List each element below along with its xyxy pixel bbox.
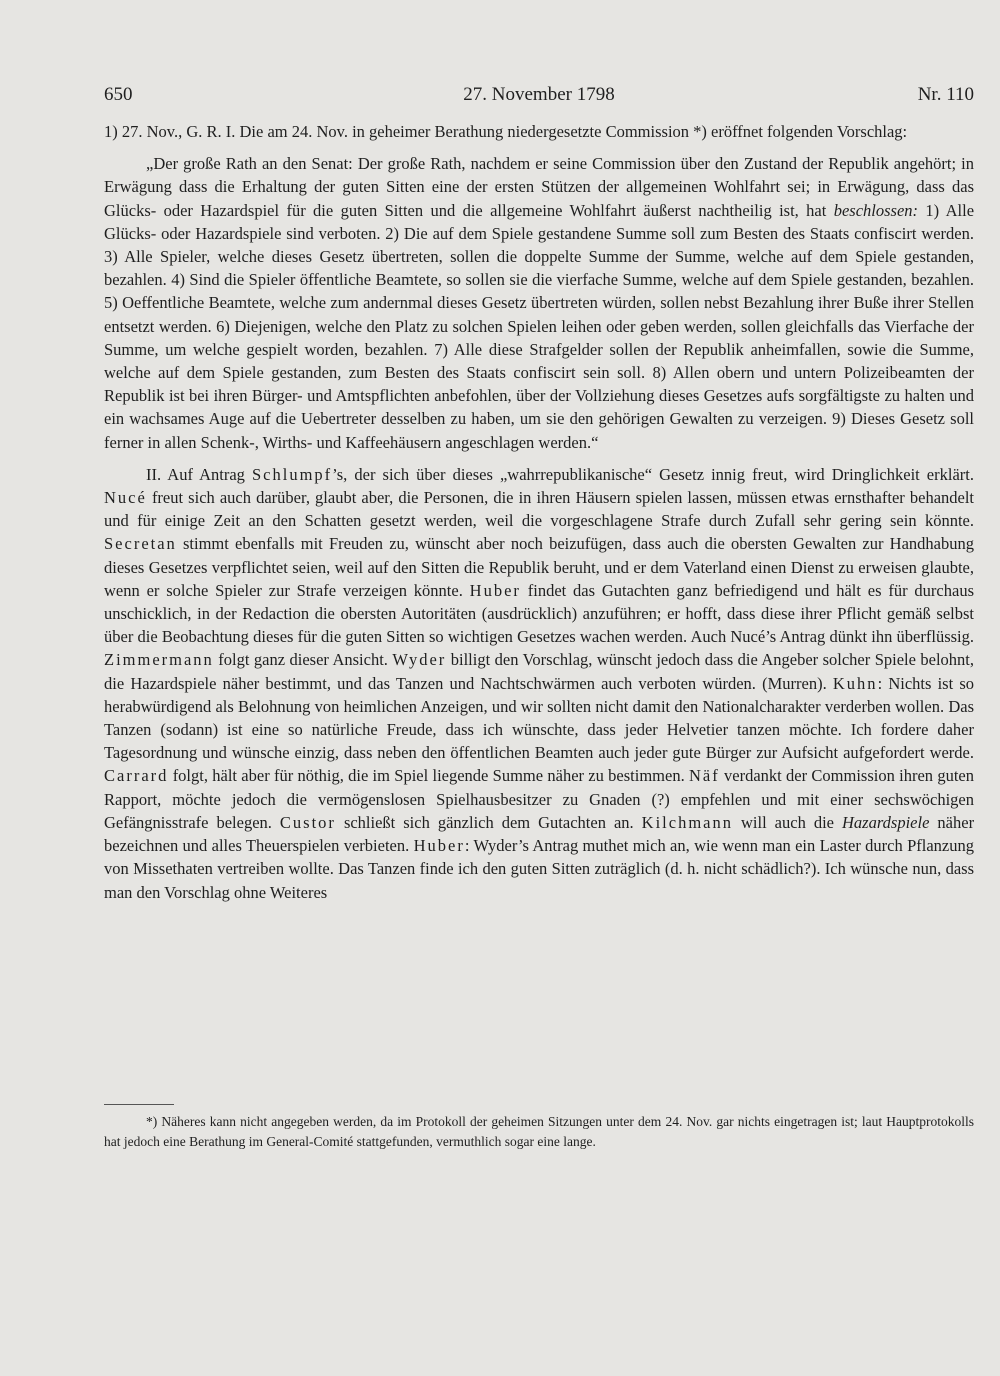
speaker-naef: Näf: [689, 766, 720, 786]
speaker-schlumpf: Schlumpf: [252, 464, 333, 484]
debate-text-13: : Wyder’s Antrag muthet mich an, wie wenn man ein Laster durch Pflanzung von Missethaten vertreiben wollte. Das Tanzen finde ich den guten Sitten zuträglich (d. h. nicht schädlich?). Ich wünsche nun, dass man den Vorschlag ohne Weiteres: [104, 836, 974, 902]
main-text: [104, 120, 974, 913]
proposal-text: „Der große Rath an den Senat: Der große Rath, nachdem er seine Commission über den Zustand der Republik angehört; in Erwägung dass die Erhaltung der guten Sitten eine der ersten Stützen der allgemeinen Wohlfahrt sei; in Erwägung, dass das Glücks- oder Hazardspiel für die guten Sitten und die allgemeine Wohlfahrt äußerst nachtheilig ist, hat: [104, 154, 974, 220]
footnote-divider: [104, 1104, 174, 1105]
speaker-nuce: Nucé: [104, 488, 147, 508]
debate-lead: II. Auf Antrag: [146, 464, 245, 484]
debate-text-3: stimmt ebenfalls mit Freuden zu, wünscht aber noch beizufügen, dass auch die obersten Gewalten zur Handhabung dieses Gesetzes verpflichtet seien, weil auf den Sitten die Republik beruht, und er dem Vaterland einen Dienst zu erweisen glaubte, wenn er solche Spieler zur Strafe verzeigen könnte.: [104, 534, 974, 600]
speaker-zimmermann: Zimmermann: [104, 650, 214, 670]
intro-paragraph: 1) 27. Nov., G. R. I. Die am 24. Nov. in geheimer Berathung niedergesetzte Commission *) eröffnet folgenden Vorschlag:: [104, 122, 908, 141]
footnote-marker: *): [146, 1114, 158, 1129]
speaker-kilchmann: Kilchmann: [641, 812, 733, 832]
speaker-huber: Huber: [469, 580, 521, 600]
debate-text-6: billigt den Vorschlag, wünscht jedoch dass die Angeber solcher Spiele belohnt, die Hazardspiele näher bestimmt, und das Tanzen und Nachtschwärmen auch verboten würden. (Murren).: [104, 650, 975, 693]
speaker-custor: Custor: [279, 812, 336, 832]
debate-text-4: findet das Gutachten ganz befriedigend und hält es für durchaus unschicklich, in der Redaction die obersten Autoritäten (ausdrücklich) anzuführen; er hofft, dass diese ihrer Pflicht gemäß selbst über die Beobachtung dieses für die guten Sitten so wichtigen Gesetzes wachen werden. Auch Nucé’s Antrag dünkt ihn überflüssig.: [104, 580, 974, 647]
debate-text-2: freut sich auch darüber, glaubt aber, die Personen, die in ihren Häusern spielen lassen, müssen etwas ernsthafter behandelt und für einige Zeit an den Schatten gesetzt werden, weil die vorgeschlagene Strafe durch Zufall sehr gering sein könnte.: [104, 488, 975, 531]
speaker-secretan: Secretan: [104, 534, 177, 554]
document-number: Nr. 110: [917, 84, 974, 105]
proposal-resolved: beschlossen:: [833, 200, 919, 220]
debate-text-5: folgt ganz dieser Ansicht.: [218, 650, 388, 670]
debate-paragraph: [104, 463, 974, 904]
footnote-text: Näheres kann nicht angegeben werden, da im Protokoll der geheimen Sitzungen unter dem 24. Nov. gar nichts eingetragen ist; laut Hauptprotokolls hat jedoch eine Berathung im General-Comité stattgefunden, vermuthlich sogar eine lange.: [104, 1114, 974, 1149]
page-date: 27. November 1798: [463, 84, 615, 105]
debate-text-12: näher bezeichnen und alles Theuerspielen verbieten.: [104, 812, 975, 856]
hazardspiele-italic: Hazardspiele: [842, 812, 930, 832]
proposal-articles: 1) Alle Glücks- oder Hazardspiele sind verboten. 2) Die auf dem Spiele gestandene Summe soll zum Besten des Staats confiscirt werden. 3) Alle Spieler, welche dieses Gesetz übertreten, sollen die doppelte Summe der Summe, welche auf dem Spiele gestanden, bezahlen. 4) Sind die Spieler öffentliche Beamtete, so sollen sie die vierfache Summe, welche auf dem Spiele gestanden, bezahlen. 5) Oeffentliche Beamtete, welche zum andernmal dieses Gesetz übertreten würden, sollen nebst Bezahlung ihrer Buße ihrer Stellen entsetzt werden. 6) Diejenigen, welche den Platz zu solchen Spielen leihen oder geben werden, sollen gleichfalls das Vierfache der Summe, um welche gespielt worden, bezahlen. 7) Alle diese Strafgelder sollen der Republik anheimfallen, sowie die Summe, welche auf dem Spiele gestanden, zum Besten des Staats confiscirt sein soll. 8) Allen obern und untern Polizeibeamten der Republik ist bei ihren Bürger- und Amtspflichten anbefohlen, über der Vollziehung dieses Gesetzes aufs sorgfältigste zu halten und ein wachsames Auge auf die Uebertreter desselben zu haben, um sie den gehörigen Gewalten zu verzeigen. 9) Dieses Gesetz soll ferner in allen Schenk-, Wirths- und Kaffeehäusern angeschlagen werden.“: [104, 200, 975, 452]
debate-text-1: ’s, der sich über dieses „wahrrepublikanische“ Gesetz innig freut, wird Dringlichkeit erklärt.: [332, 464, 974, 484]
speaker-huber-2: Huber: [413, 836, 465, 856]
speaker-carrard: Carrard: [104, 766, 169, 786]
proposal-paragraph: [104, 152, 974, 454]
debate-text-11: will auch die: [741, 812, 834, 832]
debate-text-9: verdankt der Commission ihren guten Rapport, möchte jedoch die vermögenslosen Spielhausbesitzer zu Gnaden (?) empfehlen und mit einer sechswöchigen Gefängnisstrafe belegen.: [104, 766, 974, 832]
page-number: 650: [104, 84, 133, 105]
debate-text-8: folgt, hält aber für nöthig, die im Spiel liegende Summe näher zu bestimmen.: [172, 766, 685, 786]
page-header: [104, 84, 974, 114]
footnote: [104, 1112, 974, 1152]
speaker-wyder: Wyder: [392, 650, 447, 670]
debate-text-10: schließt sich gänzlich dem Gutachten an.: [343, 812, 634, 832]
debate-text-7: : Nichts ist so herabwürdigend als Belohnung von heimlichen Anzeigen, und wir sollten nicht damit den Nationalcharakter verderben wollen. Das Tanzen (sodann) ist eine so natürliche Freude, dass ich wünschte, dass jeder Helvetier tanzen möchte. Ich fordere daher Tagesordnung und wünsche einzig, dass neben den öffentlichen Beamten auch jeder gute Bürger zur Aufsicht aufgefordert werde.: [104, 673, 974, 763]
speaker-kuhn: Kuhn: [832, 673, 878, 693]
